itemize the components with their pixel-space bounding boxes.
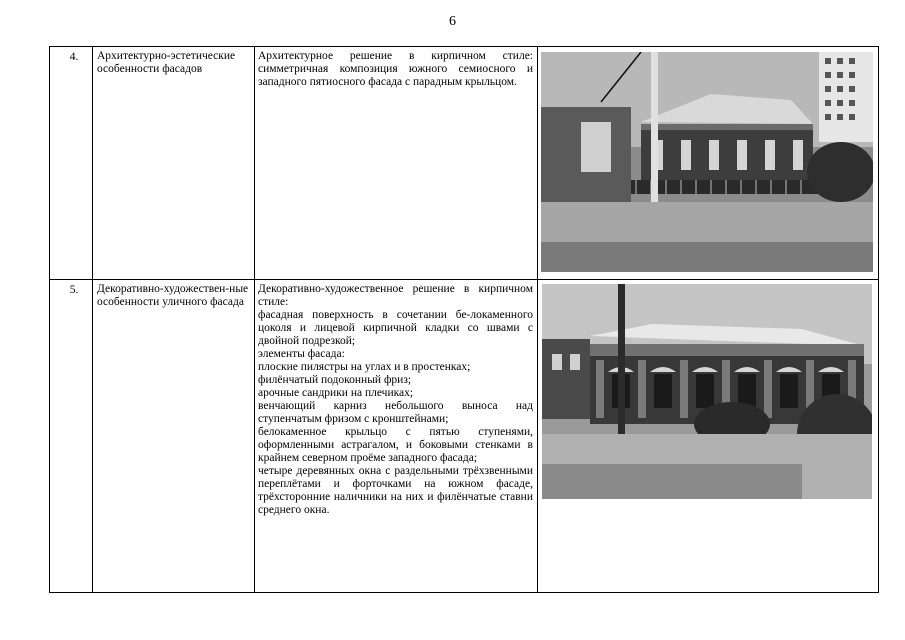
description-line: венчающий карниз небольшого выноса над ступенчатым фризом с кронштейнами; — [258, 400, 533, 425]
description-line: Архитектурное решение в кирпичном стиле: симметричная композиция южного семиосного и западного пятиосного фасада с парадным крыльцом. — [258, 50, 533, 88]
description-line: плоские пилястры на углах и в простенках; — [258, 361, 471, 373]
row-number: 5. — [69, 284, 79, 296]
feature-name: Декоративно-художествен-ные особенности уличного фасада — [97, 283, 249, 308]
description-line: филёнчатый подоконный фриз; — [258, 374, 412, 386]
description-line: арочные сандрики на плечиках; — [258, 387, 414, 399]
photo-cell — [538, 280, 879, 593]
description-line: элементы фасада: — [258, 348, 345, 360]
feature-name-cell — [93, 280, 255, 593]
row-number-cell — [50, 280, 93, 593]
page-number: 6 — [449, 14, 456, 29]
table-row — [50, 47, 879, 280]
row-number-cell — [50, 47, 93, 280]
description-line: Декоративно-художественное решение в кирпичном стиле: — [258, 283, 533, 308]
description-line: белокаменное крыльцо с пятью ступенями, оформленными астрагалом, и боковыми стенками в крайнем северном проёме западного фасада; — [258, 426, 533, 464]
description-line: фасадная поверхность в сочетании бе-локаменного цоколя и лицевой кирпичной кладки со швами с двойной подрезкой; — [258, 309, 533, 347]
photo-brick-house-corner — [541, 52, 873, 272]
feature-name-cell — [93, 47, 255, 280]
characteristics-table — [49, 46, 879, 593]
photo-brick-house-facade — [542, 284, 872, 499]
description-cell — [255, 280, 538, 593]
photo-cell — [538, 47, 879, 280]
description-line: четыре деревянных окна с раздельными трёхзвенными переплётами и форточками на южном фасаде, трёхсторонние наличники на них и филёнчатые ставни среднего окна. — [258, 465, 533, 516]
description-cell — [255, 47, 538, 280]
feature-name: Архитектурно-эстетические особенности фасадов — [97, 50, 236, 75]
table-row — [50, 280, 879, 593]
row-number: 4. — [69, 51, 79, 63]
